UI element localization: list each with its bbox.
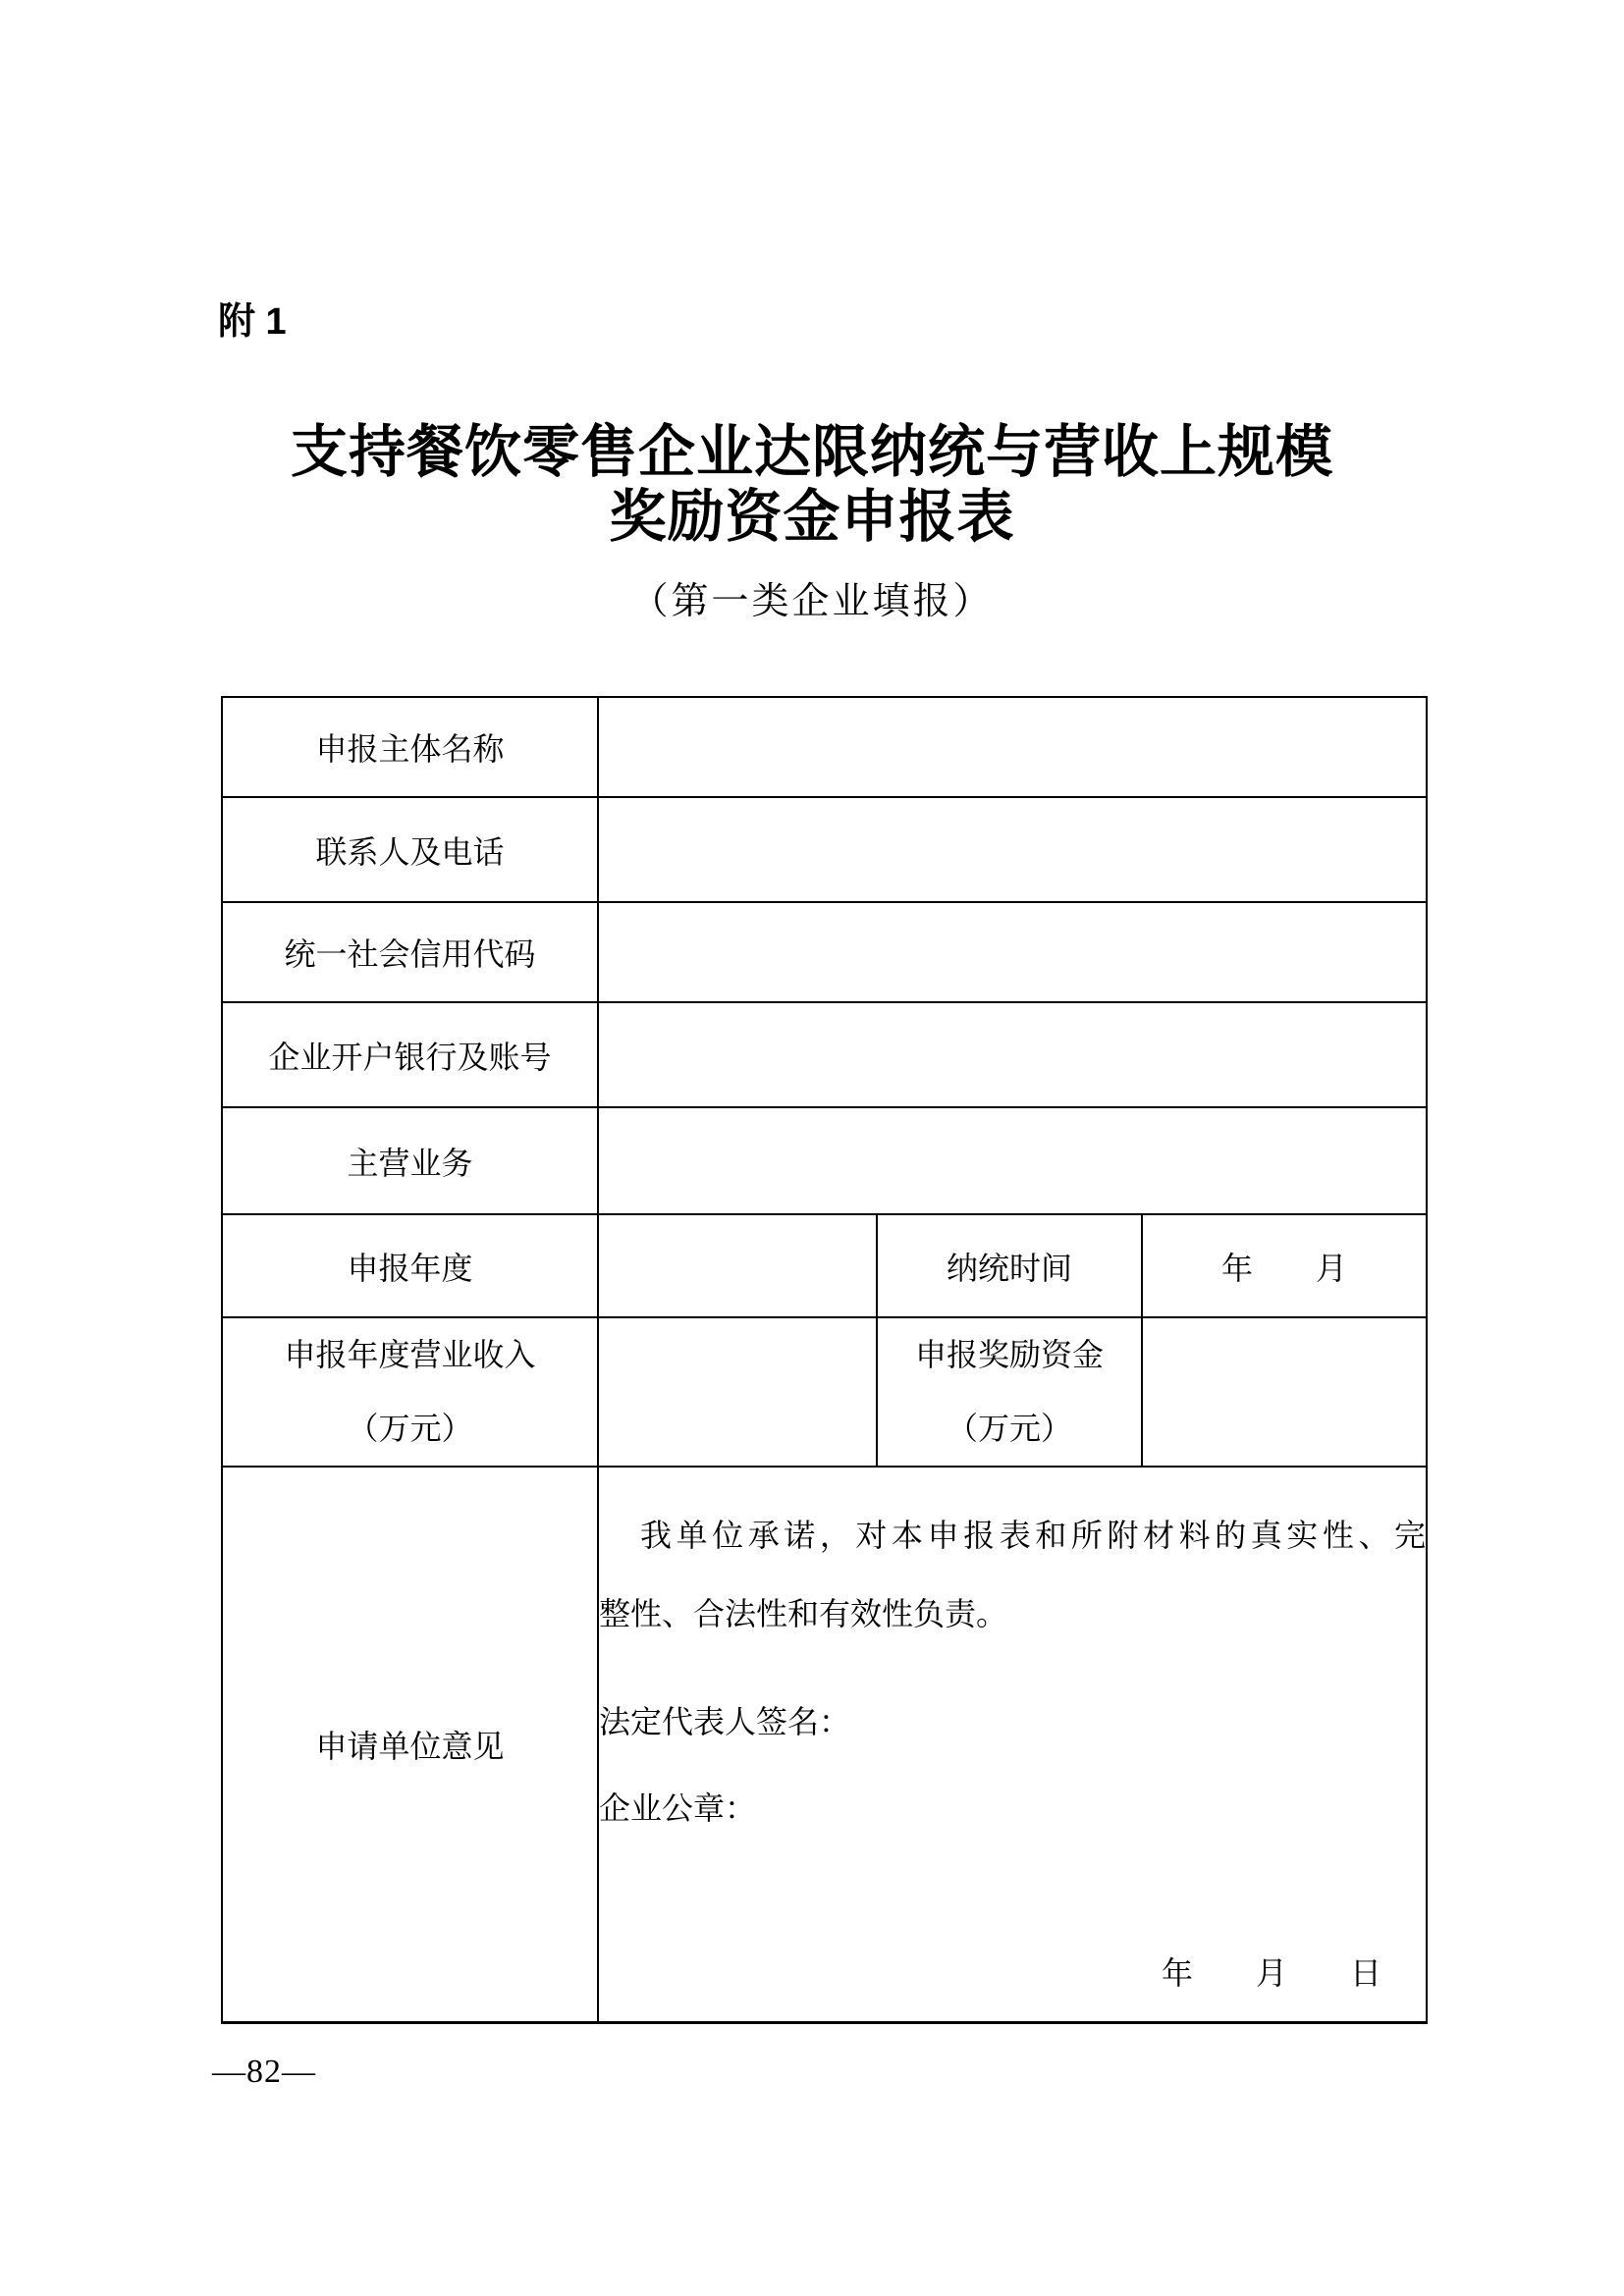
table-row-contact (222, 797, 1427, 902)
table-row-applicant-opinion (222, 1467, 1427, 2023)
label-entity-name: 申报主体名称 (222, 697, 598, 797)
label-applicant-opinion: 申请单位意见 (222, 1467, 598, 2023)
value-credit-code (598, 902, 1427, 1002)
table-row-year (222, 1214, 1427, 1317)
label-credit-code: 统一社会信用代码 (222, 902, 598, 1002)
pledge-text-line2: 整性、合法性和有效性负责。 (599, 1596, 1008, 1631)
label-contact: 联系人及电话 (222, 797, 598, 902)
value-reward-fund (1142, 1317, 1427, 1467)
page-title (0, 420, 1624, 550)
label-reward-fund-line2: （万元） (946, 1411, 1072, 1446)
page-number: —82— (212, 2054, 316, 2090)
table-row-credit-code (222, 902, 1427, 1002)
label-annual-revenue (222, 1317, 598, 1467)
company-seal-label: 企业公章： (599, 1790, 757, 1826)
page-title-line1: 支持餐饮零售企业达限纳统与营收上规模 (290, 420, 1333, 484)
label-declare-year: 申报年度 (222, 1214, 598, 1317)
value-declare-year (598, 1214, 877, 1317)
label-reward-fund (877, 1317, 1142, 1467)
table-row-main-business (222, 1107, 1427, 1214)
table-row-bank-account (222, 1002, 1427, 1107)
table-row-revenue (222, 1317, 1427, 1467)
page-subtitle: （第一类企业填报） (630, 581, 994, 622)
application-form-table (221, 696, 1428, 2024)
applicant-opinion-content (598, 1467, 1427, 2023)
value-statistics-time: 年 月 (1142, 1214, 1427, 1317)
value-contact (598, 797, 1427, 902)
label-statistics-time: 纳统时间 (877, 1214, 1142, 1317)
legal-representative-signature-label: 法定代表人签名： (599, 1704, 851, 1739)
label-main-business: 主营业务 (222, 1107, 598, 1214)
pledge-text-line1: 我单位承诺，对本申报表和所附材料的真实性、完 (640, 1518, 1427, 1553)
label-bank-account: 企业开户银行及账号 (222, 1002, 598, 1107)
value-annual-revenue (598, 1317, 877, 1467)
date-placeholder: 年 月 日 (1162, 1955, 1382, 1991)
value-bank-account (598, 1002, 1427, 1107)
table-row-entity-name (222, 697, 1427, 797)
value-entity-name (598, 697, 1427, 797)
label-annual-revenue-line2: （万元） (347, 1411, 473, 1446)
value-main-business (598, 1107, 1427, 1214)
page-title-line2: 奖励资金申报表 (609, 485, 1015, 549)
attachment-label: 附 1 (218, 301, 287, 343)
label-reward-fund-line1: 申报奖励资金 (914, 1337, 1104, 1372)
label-annual-revenue-line1: 申报年度营业收入 (284, 1337, 536, 1372)
